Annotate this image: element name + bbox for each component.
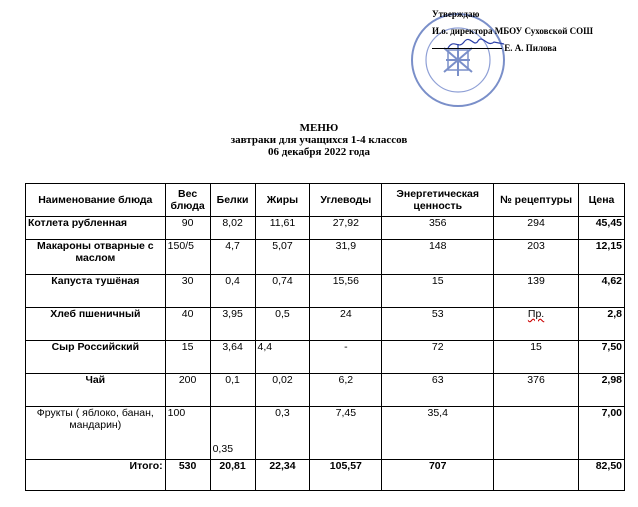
table-row <box>26 240 625 275</box>
cell-fat: 5,07 <box>255 240 310 275</box>
cell-fat: 0,3 <box>255 407 310 460</box>
total-energy: 707 <box>382 460 494 491</box>
signature-icon <box>446 36 506 52</box>
table-row <box>26 308 625 341</box>
cell-energy: 15 <box>382 275 494 308</box>
cell-name: Капуста тушёная <box>26 275 166 308</box>
cell-carbs: 24 <box>310 308 382 341</box>
approval-block <box>432 6 632 57</box>
cell-weight: 40 <box>165 308 210 341</box>
table-total-row <box>26 460 625 491</box>
cell-weight: 150/5 <box>165 240 210 275</box>
table-row <box>26 374 625 407</box>
table-row <box>26 407 625 460</box>
header-carbs: Углеводы <box>310 184 382 217</box>
approval-signer-name: Е. А. Пилова <box>504 43 557 53</box>
cell-price: 7,00 <box>579 407 625 460</box>
cell-protein: 4,7 <box>210 240 255 275</box>
cell-price: 2,8 <box>579 308 625 341</box>
cell-recipe: 203 <box>494 240 579 275</box>
total-label: Итого: <box>26 460 166 491</box>
approval-position: И.о. директора МБОУ Суховской СОШ <box>432 26 594 36</box>
cell-weight: 15 <box>165 341 210 374</box>
cell-protein: 0,35 <box>210 407 255 460</box>
cell-recipe: 15 <box>494 341 579 374</box>
cell-fat: 0,74 <box>255 275 310 308</box>
cell-name: Хлеб пшеничный <box>26 308 166 341</box>
cell-price: 4,62 <box>579 275 625 308</box>
cell-weight: 200 <box>165 374 210 407</box>
cell-price: 2,98 <box>579 374 625 407</box>
cell-recipe <box>494 308 579 341</box>
table-header-row <box>26 184 625 217</box>
cell-name: Сыр Российский <box>26 341 166 374</box>
cell-price: 45,45 <box>579 217 625 240</box>
header-energy: Энергетическая ценность <box>382 184 494 217</box>
header-fat: Жиры <box>255 184 310 217</box>
cell-weight: 100 <box>165 407 210 460</box>
menu-title <box>0 122 638 158</box>
table-row <box>26 217 625 240</box>
cell-carbs: - <box>310 341 382 374</box>
cell-fat: 4,4 <box>255 341 310 374</box>
total-protein: 20,81 <box>210 460 255 491</box>
cell-carbs: 15,56 <box>310 275 382 308</box>
cell-recipe: 294 <box>494 217 579 240</box>
menu-title-main: МЕНЮ <box>299 122 339 134</box>
total-weight: 530 <box>165 460 210 491</box>
total-price: 82,50 <box>579 460 625 491</box>
cell-weight: 30 <box>165 275 210 308</box>
approval-heading: Утверждаю <box>432 9 480 19</box>
cell-name: Макароны отварные с маслом <box>26 240 166 275</box>
cell-weight: 90 <box>165 217 210 240</box>
total-carbs: 105,57 <box>310 460 382 491</box>
cell-carbs: 27,92 <box>310 217 382 240</box>
cell-name: Чай <box>26 374 166 407</box>
recipe-value: Пр. <box>527 308 545 320</box>
cell-protein: 0,4 <box>210 275 255 308</box>
menu-title-subtitle: завтраки для учащихся 1-4 классов <box>230 134 408 146</box>
cell-carbs: 6,2 <box>310 374 382 407</box>
cell-recipe: 376 <box>494 374 579 407</box>
cell-energy: 53 <box>382 308 494 341</box>
table-row <box>26 341 625 374</box>
cell-name: Фрукты ( яблоко, банан, мандарин) <box>26 407 166 460</box>
header-protein: Белки <box>210 184 255 217</box>
total-fat: 22,34 <box>255 460 310 491</box>
cell-price: 7,50 <box>579 341 625 374</box>
header-price: Цена <box>579 184 625 217</box>
cell-fat: 0,02 <box>255 374 310 407</box>
cell-energy: 148 <box>382 240 494 275</box>
cell-protein: 3,64 <box>210 341 255 374</box>
cell-protein: 3,95 <box>210 308 255 341</box>
cell-name: Котлета рубленная <box>26 217 166 240</box>
approval-signature-line <box>432 40 632 57</box>
header-weight: Вес блюда <box>165 184 210 217</box>
cell-energy: 35,4 <box>382 407 494 460</box>
header-name: Наименование блюда <box>26 184 166 217</box>
cell-protein: 8,02 <box>210 217 255 240</box>
cell-energy: 356 <box>382 217 494 240</box>
header-recipe: № рецептуры <box>494 184 579 217</box>
cell-fat: 11,61 <box>255 217 310 240</box>
table-row <box>26 275 625 308</box>
cell-price: 12,15 <box>579 240 625 275</box>
total-recipe <box>494 460 579 491</box>
cell-recipe <box>494 407 579 460</box>
cell-protein: 0,1 <box>210 374 255 407</box>
menu-title-date: 06 декабря 2022 года <box>268 146 370 158</box>
cell-carbs: 31,9 <box>310 240 382 275</box>
cell-energy: 63 <box>382 374 494 407</box>
cell-energy: 72 <box>382 341 494 374</box>
cell-carbs: 7,45 <box>310 407 382 460</box>
menu-table <box>25 183 625 491</box>
cell-fat: 0,5 <box>255 308 310 341</box>
cell-recipe: 139 <box>494 275 579 308</box>
